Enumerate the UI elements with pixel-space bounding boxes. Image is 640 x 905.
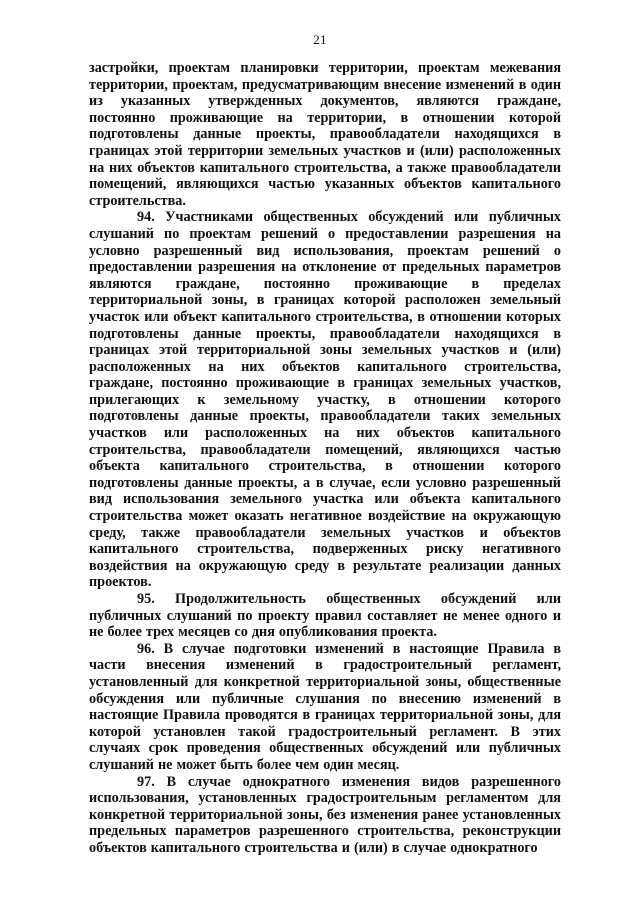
- paragraph-continuation: застройки, проектам планировки территории, проектам межевания территории, проектам, предусматривающим внесение изменений в один из указанных утвержденных документов, являются граждане, постоянно проживающие на территории, в отношении которой подготовлены данные проекты, правообладатели находящихся в границах этой территории земельных участков и (или) расположенных на них объектов капитального строительства, а также правообладатели помещений, являющихся частью указанных объектов капитального строительства.: [89, 60, 561, 209]
- paragraph-item-97: 97. В случае однократного изменения видов разрешенного использования, установленных градостроительным регламентом для конкретной территориальной зоны, без изменения ранее установленных предельных параметров разрешенного строительства, реконструкции объектов капитального строительства и (или) в случае однократного: [89, 773, 561, 856]
- paragraph-item-96: 96. В случае подготовки изменений в настоящие Правила в части внесения изменений в градостроительный регламент, установленный для конкретной территориальной зоны, общественные обсуждения или публичные слушания по внесению изменений в настоящие Правила проводятся в границах территориальной зоны, для которой установлен такой градостроительный регламент. В этих случаях срок проведения общественных обсуждений или публичных слушаний не может быть более чем один месяц.: [89, 640, 561, 773]
- document-body: [89, 60, 561, 857]
- paragraph-item-95: 95. Продолжительность общественных обсуждений или публичных слушаний по проекту правил составляет не менее одного и не более трех месяцев со дня опубликования проекта.: [89, 591, 561, 641]
- paragraph-item-94: 94. Участниками общественных обсуждений или публичных слушаний по проектам решений о предоставлении разрешения на условно разрешенный вид использования, проектам решений о предоставлении разрешения на отклонение от предельных параметров являются граждане, постоянно проживающие в пределах территориальной зоны, в границах которой расположен земельный участок или объект капитального строительства, в отношении которых подготовлены данные проекты, правообладатели находящихся в границах этой территориальной зоны земельных участков и (или) расположенных на них объектов капитального строительства, граждане, постоянно проживающие в границах земельных участков, прилегающих к земельному участку, в отношении которого подготовлены данные проекты, правообладатели таких земельных участков или расположенных на них объектов капитального строительства, правообладатели помещений, являющихся частью объекта капитального строительства, в отношении которого подготовлены данные проекты, а в случае, если условно разрешенный вид использования земельного участка или объекта капитального строительства может оказать негативное воздействие на окружающую среду, также правообладатели земельных участков и объектов капитального строительства, подверженных риску негативного воздействия на окружающую среду в результате реализации данных проектов.: [89, 209, 561, 591]
- page-number: 21: [313, 32, 327, 47]
